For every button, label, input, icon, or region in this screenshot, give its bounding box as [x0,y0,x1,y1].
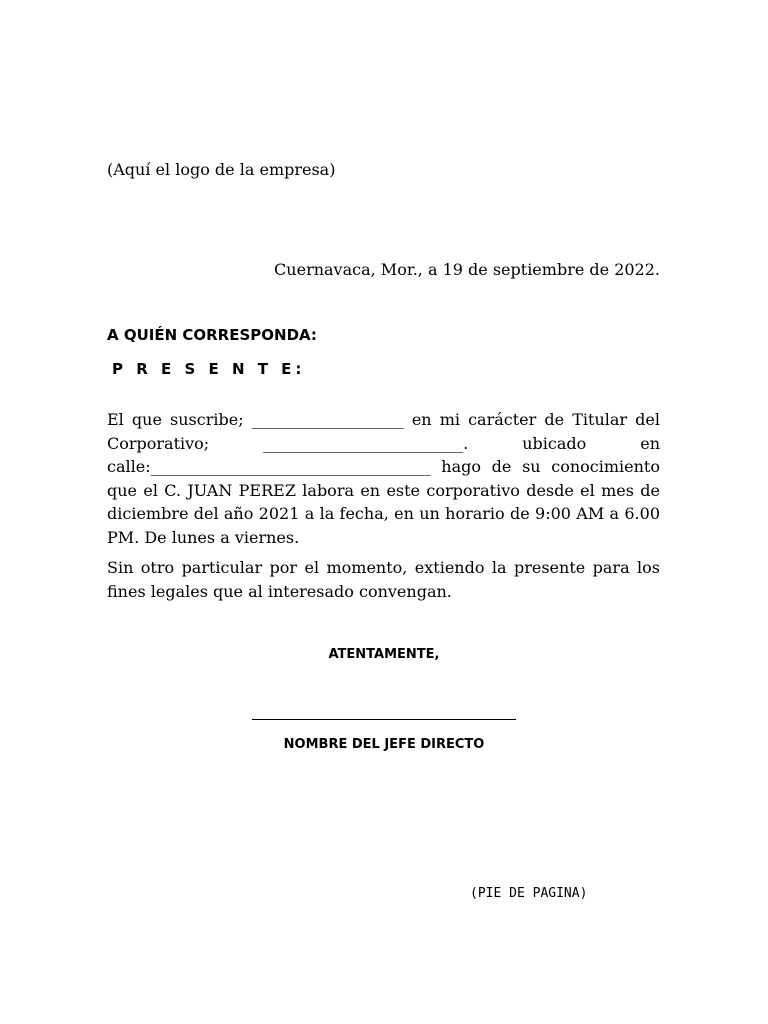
logo-placeholder: (Aquí el logo de la empresa) [107,160,336,179]
presente-heading: P R E S E N T E: [112,360,306,378]
closing-salutation: ATENTAMENTE, [328,647,440,662]
street-address-blank: ___________________________________ [150,457,431,476]
body-paragraph-2: Sin otro particular por el momento, extiendo la presente para los fines legales que al interesado convengan. [107,558,660,601]
signature-line [252,719,516,720]
paragraph-1-text-b: en mi carácter de Titular del Corporativo; [107,410,661,453]
paragraph-1-text-a: El que suscribe; [107,410,252,429]
signer-name-blank: ___________________ [251,410,404,429]
paragraph-1-text-d: hago de su conocimiento que el C. JUAN PEREZ labora en este corporativo desde el mes de diciembre del año 2021 a la fecha, en un horario de 9:00 AM a 6.00 PM. De lunes a viernes. [107,457,660,547]
body-paragraph-1 [107,408,660,549]
page-footer: (PIE DE PAGINA) [470,886,588,901]
signer-title: NOMBRE DEL JEFE DIRECTO [283,737,485,752]
place-date: Cuernavaca, Mor., a 19 de septiembre de 2022. [274,260,660,279]
paragraph-1-text-c: . ubicado en calle: [107,433,661,476]
recipient-heading: A QUIÉN CORRESPONDA: [107,326,317,344]
corporate-name-blank: _________________________ [263,433,464,453]
